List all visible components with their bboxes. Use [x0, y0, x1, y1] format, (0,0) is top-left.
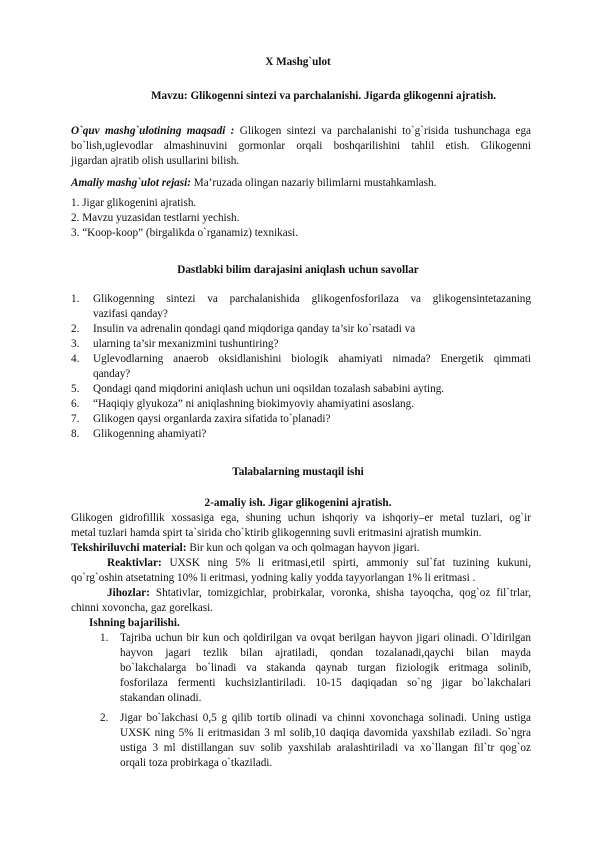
material-text: Bir kun och qolgan va och qolmagan hayvon jigari. — [186, 542, 420, 554]
question-number: 8. — [71, 428, 80, 440]
material-line — [71, 541, 420, 556]
independent-work-title: Talabalarning mustaqil ishi — [232, 466, 364, 478]
reagents-label: Reaktivlar: — [107, 557, 162, 569]
topic-line: Mavzu: Glikogenni sintezi va parchalanishi. Jigarda glikogenni ajratish. — [151, 90, 497, 102]
questions-title: Dastlabki bilim darajasini aniqlash uchun savollar — [177, 264, 419, 276]
devices-line-1 — [107, 586, 531, 601]
step-text: fosforilaza fermenti kuchsizlantiriladi. 10-15 daqiqadan so`ng jigar bo`lakchalari — [120, 677, 531, 689]
plan-item: 3. “Koop-koop” (birgalikda o`rganamiz) texnikasi. — [71, 227, 298, 239]
step-text: Tajriba uchun bir kun och qoldirilgan va ovqat berilgan hayvon jigari olinadi. O`ldirilgan — [120, 632, 531, 644]
step-text: UXSK ning 5% li eritmasidan 3 ml solib,10 daqiqa davomida yaxshilab eziladi. So`ngra — [120, 727, 531, 739]
question-number: 7. — [71, 413, 80, 425]
devices-label: Jihozlar: — [107, 587, 150, 599]
question-number: 6. — [71, 398, 80, 410]
intro-text-2: metal tuzlari hamda spirt ta`sirida cho`ktirib glikogenning suvli eritmasini ajratish mumkin. — [71, 527, 482, 539]
goal-text-2: bo`lish,uglevodlar almashinuvini gormonlar orqali boshqarilishini tahlil etish. Glikogenni — [71, 140, 531, 152]
plan-item: 1. Jigar glikogenini ajratish. — [71, 197, 197, 209]
goal-label: O`quv mashg`ulotining maqsadi : — [71, 125, 235, 137]
question-text: “Haqiqiy glyukoza” ni aniqlashning biokimyoviy ahamiyatini asoslang. — [93, 398, 414, 410]
step-text: bo`lakchalarga bo`linadi va stakanda qaynab turgan fiziologik eritmaga solinib, — [120, 662, 531, 674]
work-title: 2-amaliy ish. Jigar glikogenini ajratish. — [204, 497, 392, 509]
question-text-cont: qanday? — [93, 368, 131, 380]
step-number: 2. — [100, 712, 109, 724]
intro-text-1: Glikogen gidrofillik xossasiga ega, shuning uchun ishqoriy va ishqoriy–er metal tuzlari, og`ir — [71, 512, 531, 524]
question-text: Uglevodlarning anaerob oksidlanishini biologik ahamiyati nimada? Energetik qimmati — [93, 353, 531, 365]
goal-text-1: Glikogen sintezi va parchalanishi to`g`risida tushunchaga ega — [239, 125, 532, 137]
question-number: 2. — [71, 323, 80, 335]
question-number: 1. — [71, 293, 80, 305]
question-text: Glikogenning ahamiyati? — [93, 428, 207, 440]
question-text-cont: vazifasi qanday? — [93, 308, 168, 320]
plan-item: 2. Mavzu yuzasidan testlarni yechish. — [71, 212, 240, 224]
goal-text-3: jigardan ajratib olish usullarini bilish. — [71, 155, 240, 167]
devices-text-1: Shtativlar, tomizgichlar, probirkalar, voronka, shisha tayoqcha, qog`oz fil`trlar, — [149, 587, 531, 599]
step-text: ustiga 3 ml distillangan suv solib yaxshilab aralashtiriladi va xo`llangan fil`tr qog`oz — [120, 742, 531, 754]
procedure-title: Ishning bajarilishi. — [89, 617, 180, 629]
reagents-text-1: UXSK ning 5% li eritmasi,etil spirti, ammoniy sul`fat tuzining kukuni, — [161, 557, 531, 569]
question-number: 5. — [71, 383, 80, 395]
reagents-line-1 — [107, 556, 531, 571]
step-text: stakandan olinadi. — [120, 692, 202, 704]
step-text: hayvon jagari tezlik bilan ajratiladi, qondan tozalanadi,qaychi bilan mayda — [120, 647, 531, 659]
step-text: Jigar bo`lakchasi 0,5 g qilib tortib olinadi va chinni xovonchaga solinadi. Uning ustiga — [120, 712, 531, 724]
question-text: Glikogen qaysi organlarda zaxira sifatida to`planadi? — [93, 413, 331, 425]
devices-text-2: chinni xovoncha, gaz gorelkasi. — [71, 602, 213, 614]
step-number: 1. — [100, 632, 109, 644]
lesson-heading: X Mashg`ulot — [265, 56, 331, 68]
question-number: 3. — [71, 338, 80, 350]
question-number: 4. — [71, 353, 80, 365]
question-text: Glikogenning sintezi va parchalanishida glikogenfosforilaza va glikogensintetazaning — [93, 293, 531, 305]
question-text: Qondagi qand miqdorini aniqlash uchun uni oqsildan tozalash sababini ayting. — [93, 383, 445, 395]
question-text: ularning ta’sir mexanizmini tushuntiring? — [93, 338, 279, 350]
material-label: Tekshiriluvchi material: — [71, 542, 187, 554]
step-text: orqali toza probirkaga o`tkaziladi. — [120, 757, 273, 769]
question-text: Insulin va adrenalin qondagi qand miqdoriga qanday ta’sir ko`rsatadi va — [93, 323, 416, 335]
plan-line — [71, 176, 436, 191]
plan-label: Amaliy mashg`ulot rejasi: — [71, 177, 191, 189]
reagents-text-2: qo`rg`oshin atsetatning 10% li eritmasi, yodning kaliy yodda tayyorlangan 1% li eritmasi . — [71, 572, 476, 584]
plan-text: Ma’ruzada olingan nazariy bilimlarni mustahkamlash. — [190, 177, 437, 189]
goal-line-1 — [71, 124, 531, 139]
